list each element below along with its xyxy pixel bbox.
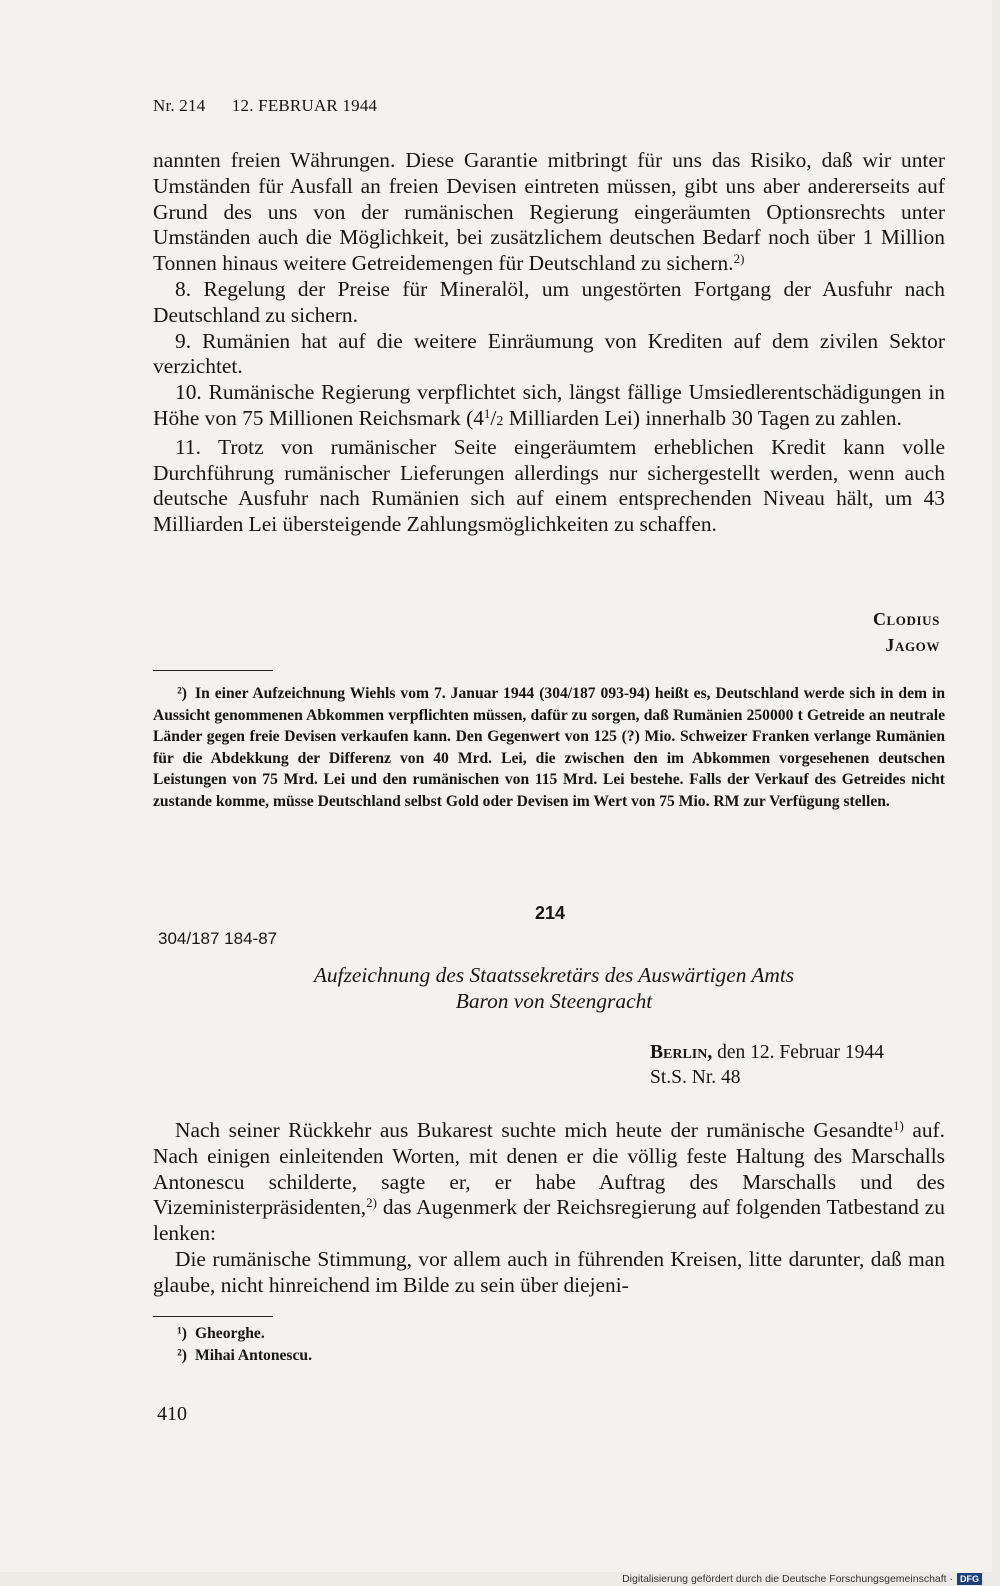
footnote-rule: [153, 670, 273, 671]
paragraph-text: Nach seiner Rückkehr aus Bukarest suchte mich heute der rumänische Gesandte: [175, 1118, 893, 1142]
document-body: [153, 1118, 945, 1299]
running-head-date: 12. FEBRUAR 1944: [231, 96, 378, 115]
footnote-marker: ¹): [177, 1325, 187, 1342]
dateline-date: den 12. Februar 1944: [717, 1042, 884, 1063]
body-paragraph: 11. Trotz von rumänischer Seite eingeräumtem erheblichen Kredit kann volle Durchführung rumänischer Lieferungen allerdings nur sichergestellt werden, wenn auch deutsche Ausfuhr nach Rumänien sich auf einem entsprechenden Niveau hält, um 43 Milliarden Lei übersteigende Zahlungsmöglichkeiten zu schaffen.: [153, 434, 945, 537]
fraction-numerator: 1: [483, 405, 491, 421]
paragraph-text: Milliarden Lei) innerhalb 30 Tagen zu zahlen.: [508, 405, 902, 430]
document-number: 214: [534, 903, 566, 923]
document-title-line: Aufzeichnung des Staatssekretärs des Auswärtigen Amts: [313, 963, 795, 987]
dateline-place: Berlin,: [650, 1042, 713, 1063]
digitization-credit: [622, 1572, 982, 1586]
running-head: [153, 96, 377, 116]
body-paragraph: [153, 148, 945, 277]
body-paragraph: 8. Regelung der Preise für Mineralöl, um ungestörten Fortgang der Ausfuhr nach Deutschland zu sichern.: [153, 276, 945, 327]
body-paragraph: [153, 1118, 945, 1247]
fraction-denominator: 2: [496, 413, 504, 429]
previous-footnotes: [153, 683, 945, 812]
footnote-marker: ²): [177, 685, 187, 702]
footnote-text: Mihai Antonescu.: [195, 1346, 312, 1364]
paragraph-text: auf. Nach einigen einleitenden Worten, mit denen er die völlig feste Haltung des Marschalls Antonescu schilderte, sagte er, er habe Auftrag des Marschalls und des Vizeministerpräsidenten,: [153, 1118, 945, 1220]
footnote-text: In einer Aufzeichnung Wiehls vom 7. Januar 1944 (304/187 093-94) heißt es, Deutschland werde sich in dem in Aussicht genommenen Abkommen verpflichten müssen, dafür zu sorgen, daß Rumänien 250000 t Getreide an neutrale Länder gegen freie Devisen verkaufen kann. Den Gegenwert von 125 (?) Mio. Schweizer Franken verlange Rumänien für die Abdekkung der Differenz von 40 Mrd. Lei, die zwischen den im Abkommen vorgesehenen deutschen Leistungen von 75 Mrd. Lei und den rumänischen von 115 Mrd. Lei bestehe. Falls der Verkauf des Getreides nicht zustande komme, müsse Deutschland selbst Gold oder Devisen im Wert von 75 Mio. RM zur Verfügung stellen.: [153, 685, 945, 810]
document-title: [153, 962, 955, 1014]
signature-clodius: Clodius: [872, 609, 940, 629]
footnote-reference: 2): [366, 1195, 377, 1211]
body-paragraph: 10. Rumänische Regierung verpflichtet sich, längst fällige Umsiedlerentschädigungen in Höhe von 75 Millionen Reichsmark ($4^1/2$ Milliarden Lei) innerhalb 30 Tagen zu zahlen.: [153, 380, 945, 430]
dfg-logo: DFG: [957, 1573, 982, 1585]
footnote: [153, 1323, 945, 1345]
footnote-text: Gheorghe.: [195, 1325, 265, 1342]
paragraph-text: das Augenmerk der Reichsregierung auf folgenden Tatbestand zu lenken:: [153, 1195, 945, 1246]
credit-text: Digitalisierung gefördert durch die Deutsche Forschungsgemeinschaft ·: [622, 1573, 953, 1585]
footnote: [153, 683, 945, 812]
body-paragraph: Die rumänische Stimmung, vor allem auch in führenden Kreisen, litte darunter, daß man glaube, nicht hinreichend im Bilde zu sein über diejeni-: [153, 1246, 945, 1297]
footnote-reference: 2): [733, 251, 745, 267]
footnote: [153, 1345, 945, 1367]
page-number: 410: [157, 1403, 187, 1425]
previous-document-body: [153, 148, 945, 538]
signature-jagow: Jagow: [885, 635, 940, 655]
document-footnotes: [153, 1323, 945, 1366]
body-paragraph: 9. Rumänien hat auf die weitere Einräumung von Krediten auf dem zivilen Sektor verzichtet.: [153, 328, 945, 379]
paragraph-text: nannten freien Währungen. Diese Garantie mitbringt für uns das Risiko, daß wir unter Umständen für Ausfall an freien Devisen eintreten müssen, gibt uns aber andererseits auf Grund des uns von der rumänischen Regierung eingeräumten Optionsrechts unter Umständen auch die Möglichkeit, bei zusätzlichem deutschen Bedarf noch über 1 Million Tonnen hinaus weitere Getreidemengen für Deutschland zu sichern.: [153, 148, 945, 276]
running-head-doc-number: Nr. 214: [153, 96, 206, 115]
reference-number: St.S. Nr. 48: [650, 1067, 741, 1088]
document-title-line: Baron von Steengracht: [455, 989, 653, 1013]
dateline: [650, 1040, 884, 1090]
footnote-reference: 1): [893, 1118, 904, 1133]
paragraph-text: 10. Rumänische Regierung verpflichtet sich, längst fällige Umsiedlerentschädigungen in Höhe von 75 Millionen Reichsmark (4: [153, 380, 945, 430]
footnote-rule: [153, 1316, 273, 1317]
filing-reference: 304/187 184-87: [158, 929, 278, 948]
footnote-marker: ²): [177, 1346, 187, 1364]
